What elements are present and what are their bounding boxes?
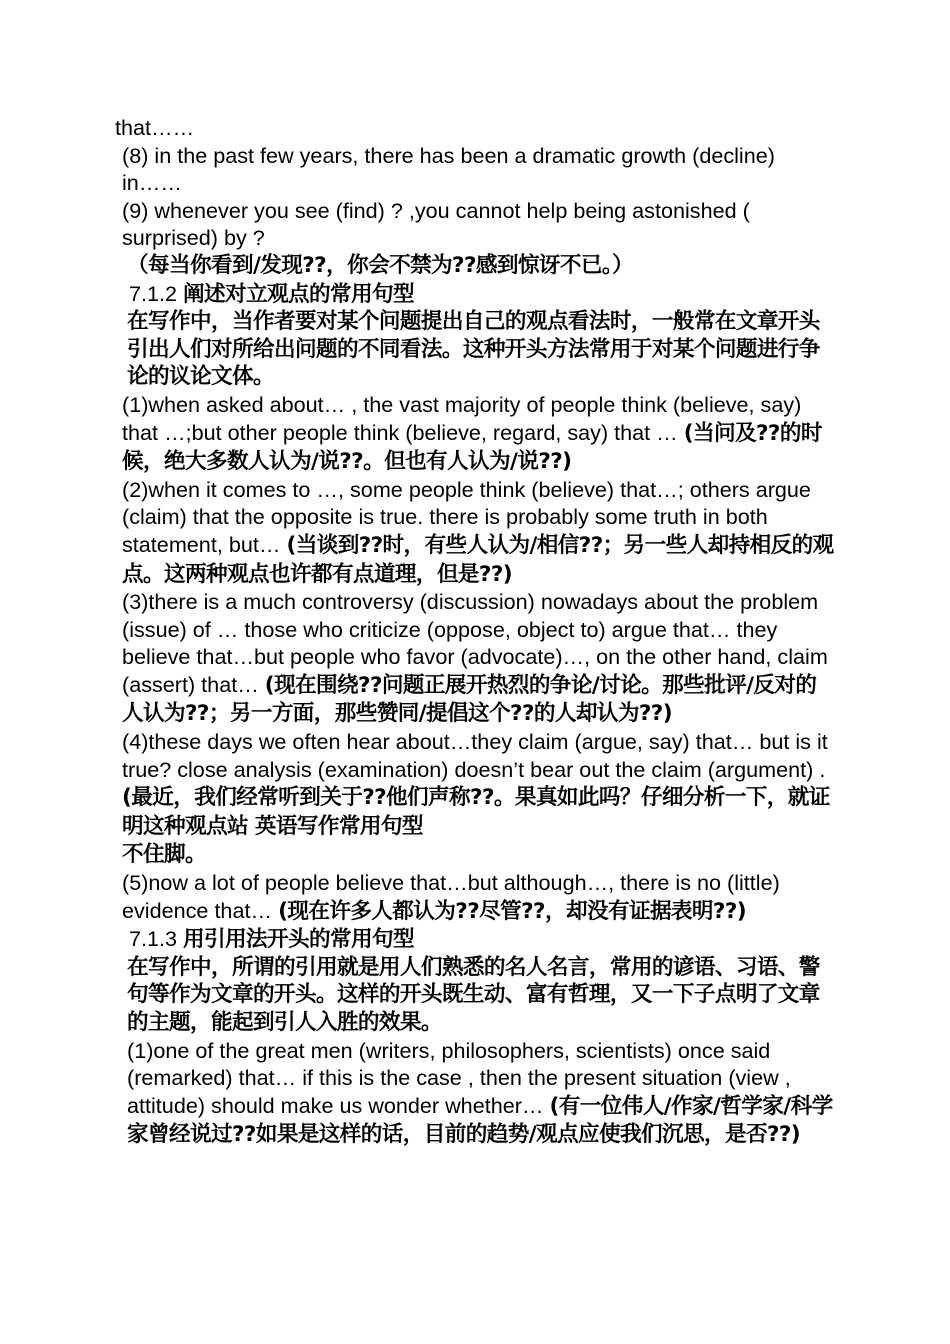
section-heading-7-1-3 <box>115 925 837 954</box>
chinese-translation: (最近，我们经常听到关于??他们声称??。果真如此吗？仔细分析一下，就证明这种观点站 英语写作常用句型 <box>122 785 830 839</box>
section-number: 7.1.2 <box>129 280 178 306</box>
sentence-pattern-1 <box>115 391 837 476</box>
chinese-translation: (有一位伟人/作家/哲学家/科学家曾经说过??如果是这样的话，目前的趋势/观点应使我们沉思，是否??) <box>127 1093 833 1148</box>
translation-9: （每当你看到/发现??，你会不禁为??感到惊讶不已。） <box>127 252 634 278</box>
chinese-translation: (现在围绕??问题正展开热烈的争论/讨论。那些批评/反对的人认为??；另一方面，那些赞同/提倡这个??的人却认为??) <box>122 672 817 727</box>
sentence-pattern-quote-1 <box>115 1037 837 1149</box>
section-title: 阐述对立观点的常用句型 <box>183 281 414 307</box>
section-intro: 在写作中，当作者要对某个问题提出自己的观点看法时，一般常在文章开头引出人们对所给出问题的不同看法。这种开头方法常用于对某个问题进行争论的议论文体。 <box>127 309 820 390</box>
section-title: 用引用法开头的常用句型 <box>183 927 414 953</box>
sentence-pattern-2 <box>115 476 837 588</box>
english-text: (4)these days we often hear about…they claim (argue, say) that… but is it true? close analysis (examination) doesn’t bear out the claim (argument) . <box>122 729 828 782</box>
section-number: 7.1.3 <box>129 926 178 952</box>
sentence-pattern-8: (8) in the past few years, there has been a dramatic growth (decline) in…… <box>122 142 775 196</box>
english-text: (2)when it comes to …, some people think (believe) that…; others argue (claim) that the opposite is true. there is probably some truth in both statement, but… <box>122 476 811 557</box>
section-intro: 在写作中，所谓的引用就是用人们熟悉的名人名言，常用的谚语、习语、警句等作为文章的开头。这样的开头既生动、富有哲理，又一下子点明了文章的主题，能起到引人入胜的效果。 <box>127 954 820 1035</box>
text-line: that…… <box>115 115 195 140</box>
sentence-pattern-4 <box>115 728 837 869</box>
english-text: (3)there is a much controversy (discussion) nowadays about the problem (issue) of … those who criticize (oppose, object to) argue that… they believe that…but people who favor (advocate)…, on the other hand, claim (assert) that… <box>122 589 828 697</box>
english-text: (5)now a lot of people believe that…but although…, there is no (little) evidence that… <box>122 870 780 923</box>
section-heading-7-1-2 <box>115 280 837 309</box>
chinese-translation-cont: 不住脚。 <box>122 842 206 868</box>
sentence-pattern-9: (9) whenever you see (find) ? ,you cannot help being astonished ( surprised) by ? <box>122 197 750 251</box>
sentence-pattern-3 <box>115 588 837 728</box>
sentence-pattern-5 <box>115 869 837 925</box>
chinese-translation: (现在许多人都认为??尽管??，却没有证据表明??) <box>278 898 747 924</box>
document-page <box>115 114 837 1149</box>
chinese-translation: (当谈到??时，有些人认为/相信??；另一些人却持相反的观点。这两种观点也许都有点道理，但是??) <box>122 532 834 587</box>
chinese-translation: (当问及??的时候，绝大多数人认为/说??。但也有人认为/说??) <box>122 420 822 475</box>
english-text: (1)when asked about… , the vast majority of people think (believe, say) that …;but other people think (believe, regard, say) that … <box>122 391 802 445</box>
english-text: (1)one of the great men (writers, philosophers, scientists) once said (remarked) that… if this is the case , then the present situation (view , attitude) should make us wonder whether… <box>127 1037 791 1118</box>
